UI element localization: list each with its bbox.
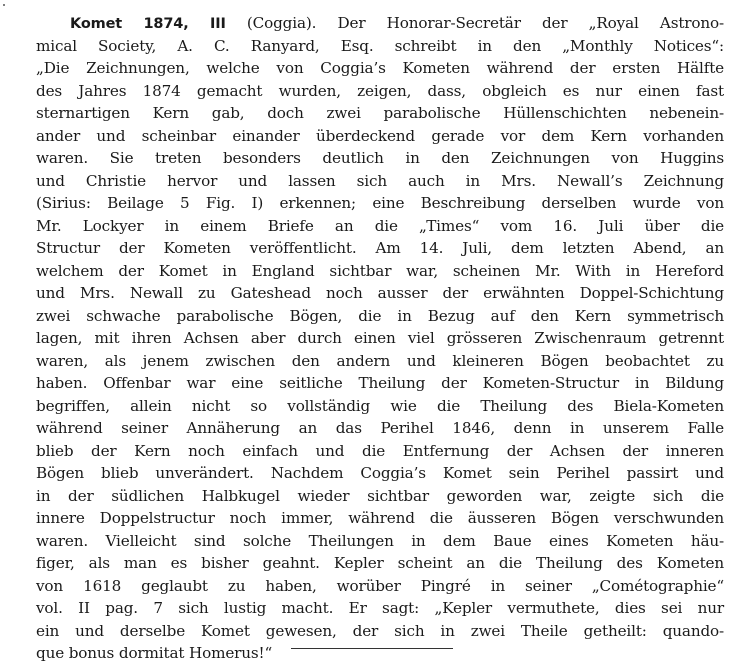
text-line-6: ander und scheinbar einander überdeckend gerade vor dem Kern vorhanden	[36, 126, 724, 145]
text-line-23: innere Doppelstructur noch immer, während die äusseren Bögen verschwunden	[36, 509, 724, 527]
text-line-4: des Jahres 1874 gemacht wurden, zeigen, dass, obgleich es nur einen fast	[36, 81, 724, 100]
article-body	[36, 12, 724, 665]
text-line-17: haben. Offenbar war eine seitliche Theilung der Kometen-Structur in Bildung	[36, 374, 724, 392]
text-line-1	[36, 12, 724, 35]
text-line-14: zwei schwache parabolische Bögen, die in Bezug auf den Kern symmetrisch	[36, 306, 724, 325]
text-line-29: que bonus dormitat Homerus!“	[36, 644, 273, 662]
text-line-2: mical Society, A. C. Ranyard, Esq. schreibt in den „Monthly Notices“:	[36, 36, 724, 55]
text-line-12: welchem der Komet in England sichtbar war, scheinen Mr. With in Hereford	[36, 261, 724, 280]
text-line-19: während seiner Annäherung an das Perihel 1846, denn in unserem Falle	[36, 419, 724, 437]
text-line-7: waren. Sie treten besonders deutlich in den Zeichnungen von Huggins	[36, 149, 724, 167]
article-heading: Komet 1874, III	[70, 16, 226, 32]
text-line-26: von 1618 geglaubt zu haben, worüber Pingré in seiner „Cométographie“	[36, 576, 724, 595]
text-line-9: (Sirius: Beilage 5 Fig. I) erkennen; eine Beschreibung derselben wurde von	[36, 194, 724, 212]
text-line-1-rest: (Coggia). Der Honorar-Secretär der „Royal Astrono-	[225, 14, 725, 32]
text-line-8: und Christie hervor und lassen sich auch in Mrs. Newall’s Zeichnung	[36, 171, 724, 190]
text-line-18: begriffen, allein nicht so vollständig wie die Theilung des Biela-Kometen	[36, 396, 724, 415]
text-line-16: waren, als jenem zwischen den andern und kleineren Bögen beobachtet zu	[36, 351, 724, 370]
text-line-11: Structur der Kometen veröffentlicht. Am 14. Juli, dem letzten Abend, an	[36, 239, 724, 257]
text-line-15: lagen, mit ihren Achsen aber durch einen viel grösseren Zwischenraum getrennt	[36, 329, 724, 347]
text-line-3: „Die Zeichnungen, welche von Coggia’s Kometen während der ersten Hälfte	[36, 59, 724, 77]
text-line-24: waren. Vielleicht sind solche Theilungen in dem Baue eines Kometen häu-	[36, 531, 724, 550]
text-line-22: in der südlichen Halbkugel wieder sichtbar geworden war, zeigte sich die	[36, 486, 724, 505]
section-divider	[291, 648, 453, 649]
text-line-20: blieb der Kern noch einfach und die Entfernung der Achsen der inneren	[36, 441, 724, 460]
text-line-25: figer, als man es bisher geahnt. Kepler scheint an die Theilung des Kometen	[36, 554, 724, 572]
text-line-28: ein und derselbe Komet gewesen, der sich in zwei Theile getheilt: quando-	[36, 621, 724, 640]
text-line-10: Mr. Lockyer in einem Briefe an die „Times“ vom 16. Juli über die	[36, 216, 724, 235]
text-line-27: vol. II pag. 7 sich lustig macht. Er sagt: „Kepler vermuthete, dies sei nur	[36, 599, 724, 617]
print-speck	[3, 4, 5, 6]
text-line-13: und Mrs. Newall zu Gateshead noch ausser der erwähnten Doppel-Schichtung	[36, 284, 724, 302]
text-line-21: Bögen blieb unverändert. Nachdem Coggia’s Komet sein Perihel passirt und	[36, 464, 724, 482]
text-line-5: sternartigen Kern gab, doch zwei parabolische Hüllenschichten nebenein-	[36, 104, 724, 122]
